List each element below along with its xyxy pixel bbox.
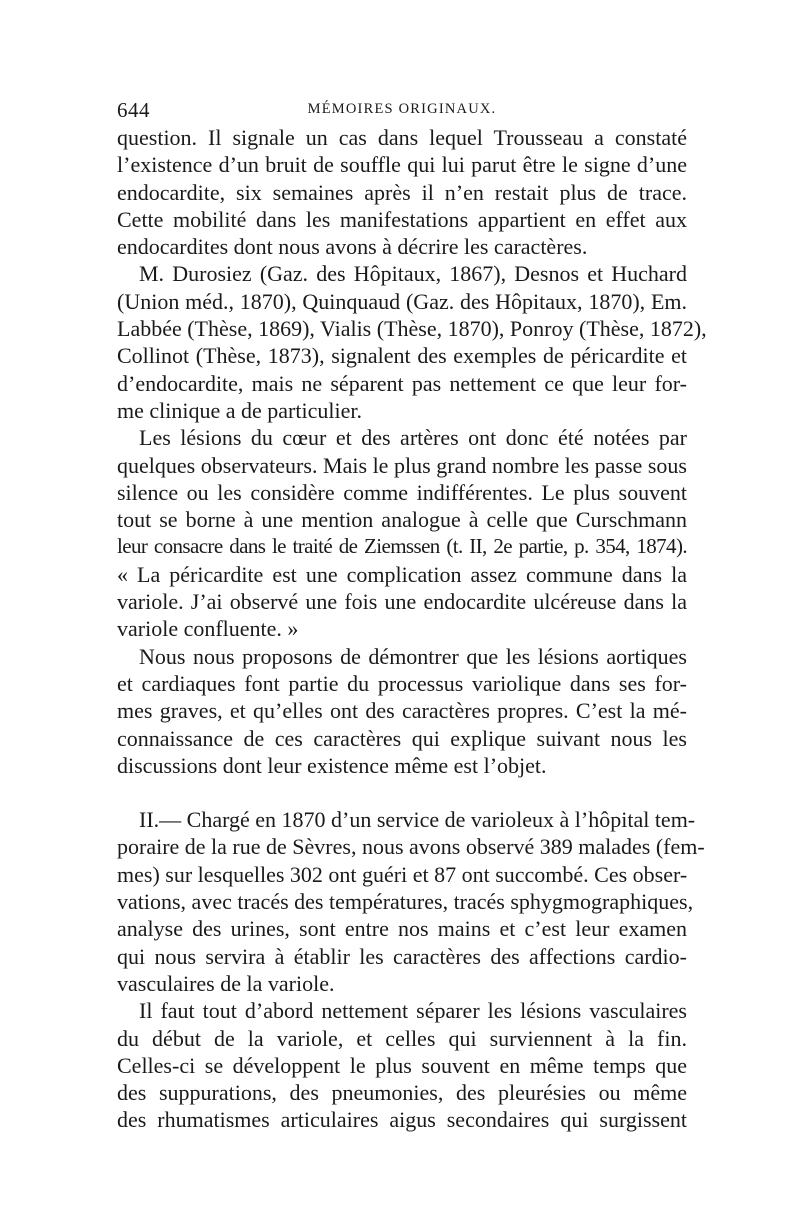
text-line: des suppurations, des pneumonies, des pleurésies ou même (117, 1080, 687, 1106)
text-line: question. Il signale un cas dans lequel Trousseau a constaté (117, 125, 687, 150)
text-line: du début de la variole, et celles qui surviennent à la fin. (117, 1025, 687, 1051)
text-line: « La péricardite est une complication assez commune dans la (117, 561, 687, 587)
text-line: silence ou les considère comme indifférentes. Le plus souvent (117, 479, 687, 505)
text-line: vasculaires de la variole. (117, 970, 335, 996)
text-line: Les lésions du cœur et des artères ont donc été notées par (139, 425, 687, 451)
text-line: Il faut tout d’abord nettement séparer les lésions vasculaires (139, 998, 687, 1024)
text-line: leur consacre dans le traité de Ziemssen (t. II, 2e partie, p. 354, 1874). (117, 534, 687, 559)
text-line: endocardites dont nous avons à décrire les caractères. (117, 234, 588, 260)
text-line: M. Durosiez (Gaz. des Hôpitaux, 1867), Desnos et Huchard (139, 261, 687, 287)
text-line: variole. J’ai observé une fois une endocardite ulcéreuse dans la (117, 589, 687, 615)
text-line: Nous nous proposons de démontrer que les lésions aortiques (139, 643, 687, 669)
text-line: Labbée (Thèse, 1869), Vialis (Thèse, 1870), Ponroy (Thèse, 1872), (117, 316, 707, 342)
body-text (117, 124, 707, 1134)
text-line: variole confluente. » (117, 616, 299, 642)
text-line: poraire de la rue de Sèvres, nous avons observé 389 malades (fem- (117, 834, 705, 860)
text-line: mes graves, et qu’elles ont des caractères propres. C’est la mé- (117, 698, 687, 724)
text-line: discussions dont leur existence même est l’objet. (117, 752, 547, 778)
text-line: analyse des urines, sont entre nos mains et c’est leur examen (117, 916, 687, 942)
text-line: tout se borne à une mention analogue à celle que Curschmann (117, 507, 687, 533)
section-gap (117, 779, 687, 806)
text-line: et cardiaques font partie du processus variolique dans ses for- (117, 670, 687, 696)
text-line: vations, avec tracés des températures, tracés sphygmographiques, (117, 889, 694, 915)
page-header (117, 98, 687, 124)
text-line: me clinique a de particulier. (117, 397, 362, 423)
page-number: 644 (117, 98, 150, 122)
text-line: l’existence d’un bruit de souffle qui lui parut être le signe d’une (117, 152, 687, 178)
text-line: endocardite, six semaines après il n’en restait plus de trace. (117, 179, 687, 205)
text-line: mes) sur lesquelles 302 ont guéri et 87 ont succombé. Ces obser- (117, 861, 688, 887)
text-line: Cette mobilité dans les manifestations appartient en effet aux (117, 206, 687, 232)
text-line: des rhumatismes articulaires aigus secondaires qui surgissent (117, 1107, 687, 1133)
text-line: connaissance de ces caractères qui explique suivant nous les (117, 725, 687, 751)
text-line: Collinot (Thèse, 1873), signalent des exemples de péricardite et (117, 343, 687, 369)
text-line: II.— Chargé en 1870 d’un service de varioleux à l’hôpital tem- (139, 807, 696, 833)
text-line: Celles-ci se développent le plus souvent en même temps que (117, 1052, 687, 1078)
text-line: quelques observateurs. Mais le plus grand nombre les passe sous (117, 452, 687, 478)
text-line: (Union méd., 1870), Quinquaud (Gaz. des Hôpitaux, 1870), Em. (117, 288, 687, 314)
text-line: d’endocardite, mais ne séparent pas nettement ce que leur for- (117, 370, 687, 396)
running-title: MÉMOIRES ORIGINAUX. (307, 101, 497, 117)
text-line: qui nous servira à établir les caractères des affections cardio- (117, 943, 687, 969)
